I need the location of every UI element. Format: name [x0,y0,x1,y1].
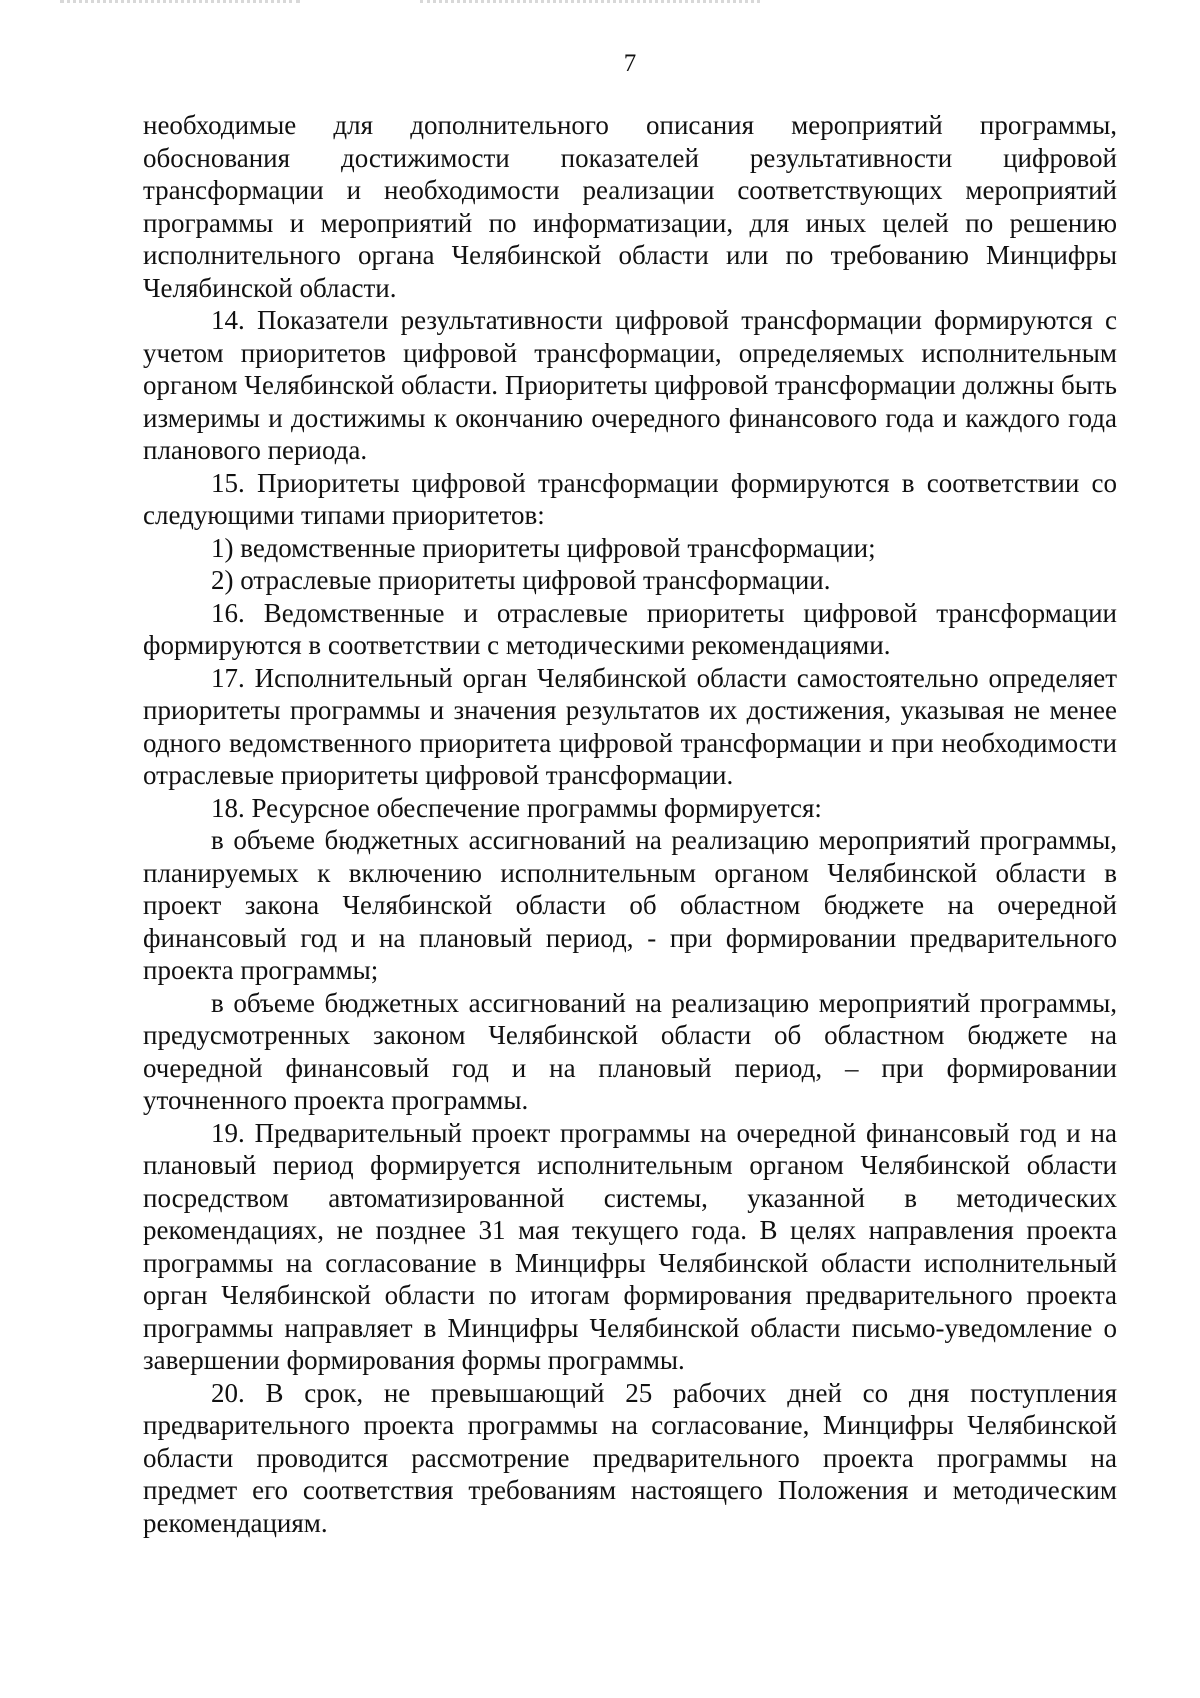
paragraph-17: 17. Исполнительный орган Челябинской области самостоятельно определяет приоритеты программы и значения результатов их достижения, указывая не менее одного ведомственного приоритета цифровой трансформации и при необходимости отраслевые приоритеты цифровой трансформации. [143,662,1117,790]
paragraph-15: 15. Приоритеты цифровой трансформации формируются в соответствии со следующими типами приоритетов: [143,467,1117,530]
paragraph-18-item-1: в объеме бюджетных ассигнований на реализацию мероприятий программы, планируемых к включению исполнительным органом Челябинской области в проект закона Челябинской области об областном бюджете на очередной финансовый год и на плановый период, - при формировании предварительного проекта программы; [143,825,1117,985]
document-body [143,109,1117,1539]
paragraph-20: 20. В срок, не превышающий 25 рабочих дней со дня поступления предварительного проекта программы на согласование, Минцифры Челябинской области проводится рассмотрение предварительного проекта программы на предмет его соответствия требованиям настоящего Положения и методическим рекомендациям. [143,1377,1117,1538]
scan-artifact [60,0,300,17]
scan-artifact [420,0,760,17]
paragraph-16: 16. Ведомственные и отраслевые приоритеты цифровой трансформации формируются в соответствии с методическими рекомендациями. [143,597,1117,660]
paragraph-19: 19. Предварительный проект программы на очередной финансовый год и на плановый период формируется исполнительным органом Челябинской области посредством автоматизированной системы, указанной в методических рекомендациях, не позднее 31 мая текущего года. В целях направления проекта программы на согласование в Минцифры Челябинской области исполнительный орган Челябинской области по итогам формирования предварительного проекта программы направляет в Минцифры Челябинской области письмо-уведомление о завершении формирования формы программы. [143,1117,1117,1375]
paragraph-continuation: необходимые для дополнительного описания мероприятий программы, обоснования достижимости показателей результативности цифровой трансформации и необходимости реализации соответствующих мероприятий программы и мероприятий по информатизации, для иных целей по решению исполнительного органа Челябинской области или по требованию Минцифры Челябинской области. [143,110,1117,303]
paragraph-18-item-2: в объеме бюджетных ассигнований на реализацию мероприятий программы, предусмотренных законом Челябинской области об областном бюджете на очередной финансовый год и на плановый период, – при формировании уточненного проекта программы. [143,987,1117,1115]
page-number: 7 [623,50,637,77]
list-item-2: 2) отраслевые приоритеты цифровой трансформации. [211,565,831,595]
list-item-1: 1) ведомственные приоритеты цифровой трансформации; [211,532,876,563]
paragraph-14: 14. Показатели результативности цифровой трансформации формируются с учетом приоритетов цифровой трансформации, определяемых исполнительным органом Челябинской области. Приоритеты цифровой трансформации должны быть измеримы и достижимы к окончанию очередного финансового года и каждого года планового периода. [143,305,1117,465]
paragraph-18: 18. Ресурсное обеспечение программы формируется: [211,792,822,823]
